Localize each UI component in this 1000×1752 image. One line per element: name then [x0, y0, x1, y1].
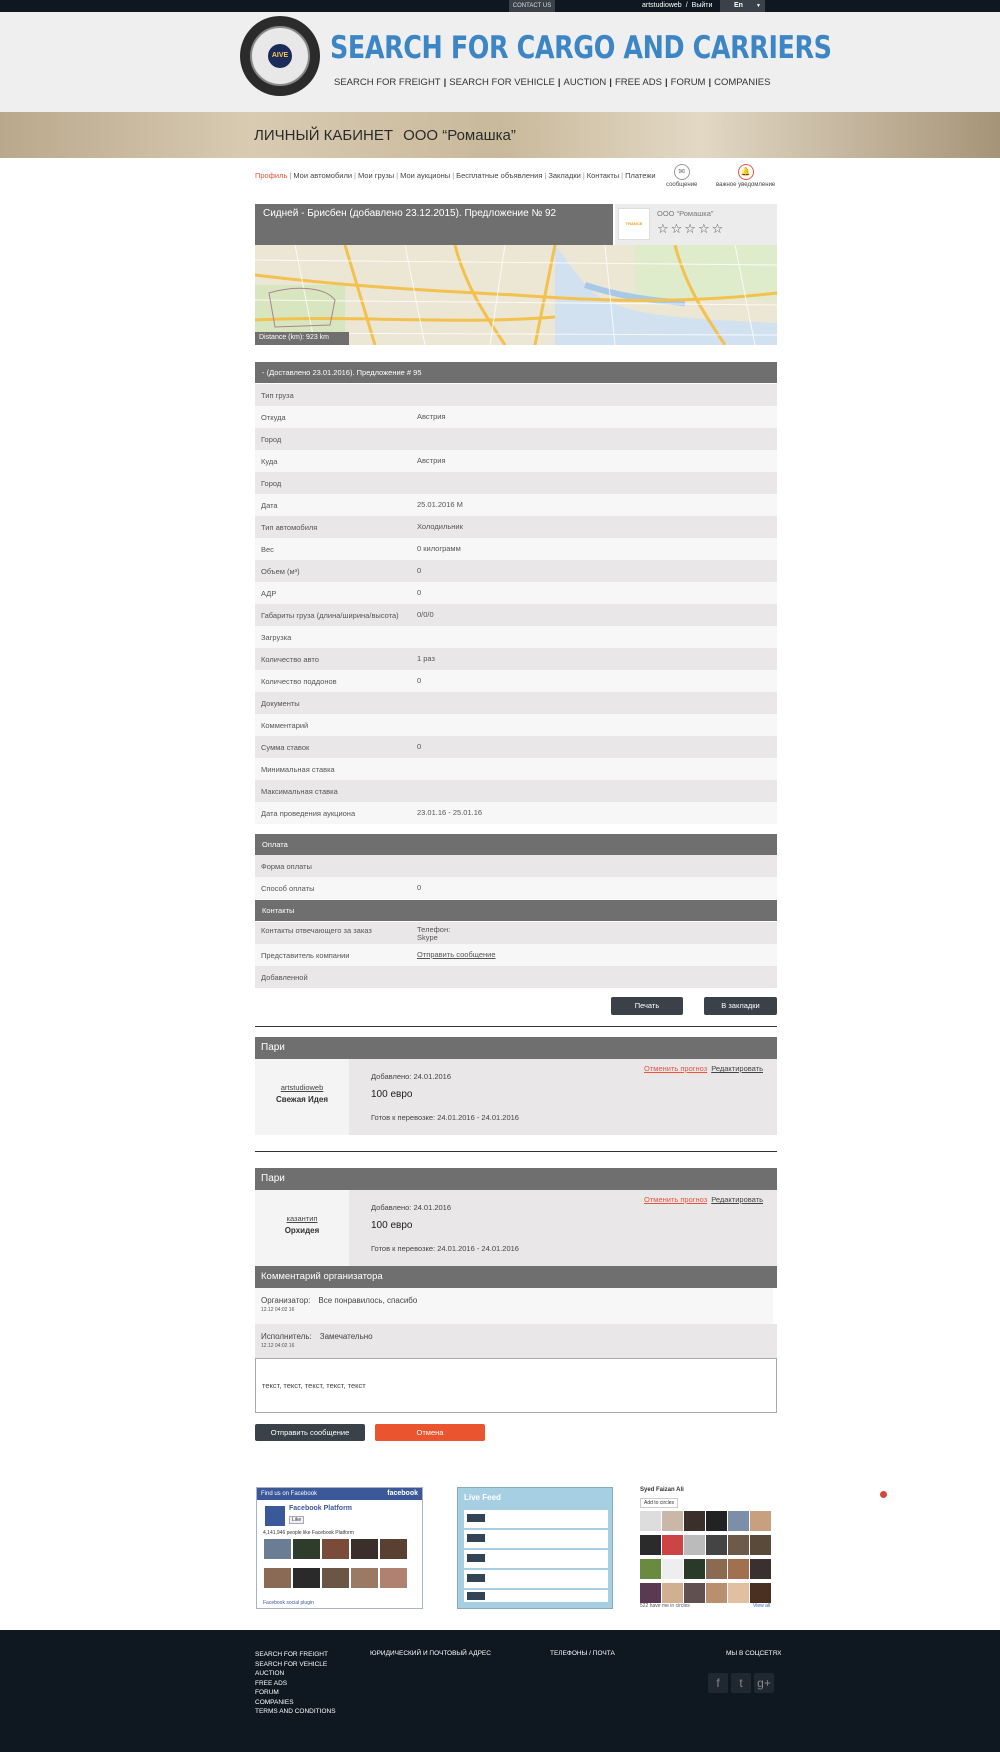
username-link[interactable]: artstudioweb [642, 2, 682, 9]
live-feed-item[interactable] [464, 1570, 608, 1588]
language-select[interactable] [720, 0, 765, 12]
facebook-plugin-label: Facebook social plugin [263, 1600, 314, 1606]
envelope-icon: ✉ [674, 164, 690, 180]
bet-title: Пари [255, 1037, 777, 1059]
contact-phone: Телефон: [417, 925, 451, 934]
row-label: Максимальная ставка [261, 787, 338, 796]
avatar[interactable] [684, 1559, 705, 1579]
bet-actions [644, 1195, 763, 1204]
row-label: Дата [261, 501, 278, 510]
site-footer [0, 1630, 1000, 1752]
executor-text: Замечательно [319, 1332, 373, 1341]
facebook-bar [257, 1488, 422, 1500]
company-title: ООО “Ромашка” [403, 127, 516, 144]
row-label: Количество поддонов [261, 677, 337, 686]
route-map[interactable] [255, 245, 777, 345]
avatar[interactable] [728, 1583, 749, 1603]
row-label: Документы [261, 699, 300, 708]
nav-separator: | [557, 77, 561, 88]
executor-label: Исполнитель: [261, 1332, 312, 1341]
chevron-down-icon: ▼ [756, 3, 761, 9]
offer-title: - (Доставлено 23.01.2016). Предложение # 95 [255, 362, 777, 383]
feed-item-icon [467, 1592, 485, 1600]
google-plus-icon [880, 1491, 887, 1498]
row-label: Город [261, 479, 282, 488]
contact-skype: Skype [417, 933, 438, 942]
tab-contacts[interactable]: Контакты [586, 171, 620, 180]
row-value: 0/0/0 [417, 610, 434, 619]
bet-title: Пари [255, 1168, 777, 1190]
avatar[interactable] [662, 1535, 683, 1555]
table-row [255, 538, 777, 560]
row-label: Комментарий [261, 721, 309, 730]
avatar[interactable] [706, 1535, 727, 1555]
bookmark-button[interactable]: В закладки [704, 997, 777, 1015]
avatar[interactable] [706, 1511, 727, 1531]
row-label: Минимальная ставка [261, 765, 335, 774]
row-label: Способ оплаты [261, 884, 315, 893]
footer-links [255, 1650, 336, 1717]
row-value: 0 [417, 742, 422, 751]
bet-user [255, 1059, 349, 1135]
divider [255, 1151, 777, 1152]
avatar[interactable] [706, 1583, 727, 1603]
table-row [255, 736, 777, 758]
table-row [255, 472, 777, 494]
table-row [255, 604, 777, 626]
live-feed-item[interactable] [464, 1590, 608, 1602]
bet-ready: Готов к перевозке: 24.01.2016 - 24.01.2016 [371, 1244, 519, 1253]
avatar[interactable] [728, 1535, 749, 1555]
footer-link[interactable]: SEARCH FOR VEHICLE [255, 1660, 328, 1668]
rating-stars[interactable]: ☆☆☆☆☆ [657, 221, 726, 236]
bet-price: 100 евро [371, 1089, 413, 1100]
table-row [255, 428, 777, 450]
cabinet-title: ЛИЧНЫЙ КАБИНЕТ [254, 127, 394, 144]
row-value: Холодильник [417, 522, 463, 531]
row-label: Загрузка [261, 633, 292, 642]
avatar[interactable] [351, 1568, 378, 1588]
bet-price: 100 евро [371, 1220, 413, 1231]
carrier-card [615, 204, 777, 245]
avatar[interactable] [684, 1511, 705, 1531]
table-row [255, 944, 777, 966]
row-value: Австрия [417, 456, 446, 465]
table-row [255, 855, 777, 877]
facebook-like-button[interactable]: Like [289, 1516, 304, 1524]
row-value: 23.01.16 - 25.01.16 [417, 808, 483, 817]
row-value: 25.01.2016 М [417, 500, 463, 509]
row-value: 0 [417, 566, 422, 575]
row-label: Куда [261, 457, 278, 466]
message-label: сообщение [666, 182, 698, 188]
table-row [255, 384, 777, 406]
nav-search-vehicle[interactable]: SEARCH FOR VEHICLE [449, 77, 555, 88]
table-row [255, 670, 777, 692]
bet-company: Свежая Идея [276, 1095, 328, 1104]
logo-core: AIVE [268, 44, 292, 68]
gplus-count-text: 522 have me in circles [640, 1603, 690, 1609]
table-row [255, 494, 777, 516]
table-row [255, 758, 777, 780]
google-plus-widget [640, 1487, 772, 1609]
nav-forum[interactable]: FORUM [670, 77, 706, 88]
avatar[interactable] [322, 1539, 349, 1559]
carrier-logo: TRANCE [618, 208, 650, 240]
row-label: Откуда [261, 413, 286, 422]
nav-companies[interactable]: COMPANIES [714, 77, 771, 88]
row-label: Тип автомобиля [261, 523, 318, 532]
contacts-title: Контакты [255, 900, 777, 921]
row-value: 0 килограмм [417, 544, 461, 553]
avatar[interactable] [640, 1559, 661, 1579]
row-label: Тип груза [261, 391, 294, 400]
tab-profile[interactable]: Профиль [255, 171, 288, 180]
avatar[interactable] [662, 1511, 683, 1531]
avatar[interactable] [351, 1539, 378, 1559]
row-value: 1 раз [417, 654, 435, 663]
live-feed-widget [457, 1487, 613, 1609]
bet-user [255, 1190, 349, 1266]
avatar[interactable] [728, 1511, 749, 1531]
footer-link[interactable]: AUCTION [255, 1670, 285, 1677]
table-row [255, 626, 777, 648]
edit-bet-link[interactable]: Редактировать [711, 1195, 763, 1204]
gplus-count [640, 1603, 771, 1609]
row-label: Представитель компании [261, 951, 350, 960]
avatar[interactable] [640, 1535, 661, 1555]
logout-link[interactable]: Выйти [691, 2, 713, 9]
row-label: Форма оплаты [261, 862, 312, 871]
bell-icon: 🔔 [738, 164, 754, 180]
organizer-text: Все понравилось, спасибо [318, 1296, 418, 1305]
feed-item-icon [467, 1574, 485, 1582]
comments-title: Комментарий организатора [255, 1266, 777, 1288]
language-code: En [734, 2, 743, 9]
table-row [255, 692, 777, 714]
bet-username-link[interactable]: artstudioweb [280, 1083, 324, 1092]
organizer-timestamp: 12.12 04:02 16 [261, 1307, 295, 1313]
nav-free-ads[interactable]: FREE ADS [614, 77, 662, 88]
bet-added: Добавлено: 24.01.2016 [371, 1072, 452, 1081]
avatar[interactable] [750, 1511, 771, 1531]
row-label: Добавленной [261, 973, 308, 982]
bet-card [255, 1190, 777, 1266]
carrier-name[interactable]: ООО “Ромашка” [657, 209, 714, 218]
bet-card [255, 1059, 777, 1135]
row-value: Австрия [417, 412, 446, 421]
payment-details [255, 855, 777, 899]
cancel-bet-link[interactable]: Отменить прогноз [644, 1195, 708, 1204]
tab-my-cargo[interactable]: Мои грузы [357, 171, 395, 180]
facebook-faces [263, 1538, 419, 1596]
row-label: Вес [261, 545, 274, 554]
alert-button[interactable] [716, 164, 775, 188]
avatar[interactable] [750, 1559, 771, 1579]
footer-address-heading: ЮРИДИЧЕСКИЙ И ПОЧТОВЫЙ АДРЕС [370, 1650, 491, 1657]
print-button[interactable]: Печать [611, 997, 683, 1015]
row-label: Объем (м³) [261, 567, 300, 576]
footer-link[interactable]: FORUM [255, 1689, 279, 1696]
avatar[interactable] [380, 1539, 407, 1559]
cancel-bet-link[interactable]: Отменить прогноз [644, 1064, 708, 1073]
alert-label: важное уведомление [716, 182, 776, 188]
nav-separator: | [708, 77, 712, 88]
footer-link[interactable]: FREE ADS [255, 1679, 288, 1687]
row-label: Количество авто [261, 655, 319, 664]
live-feed-item[interactable] [464, 1550, 608, 1568]
avatar[interactable] [750, 1583, 771, 1603]
avatar[interactable] [264, 1568, 291, 1588]
table-row [255, 406, 777, 428]
avatar[interactable] [293, 1568, 320, 1588]
distance-label: Distance (km): 923 km [255, 332, 349, 345]
facebook-icon[interactable]: f [708, 1673, 728, 1693]
avatar[interactable] [728, 1559, 749, 1579]
user-divider: / [685, 2, 688, 9]
live-feed-item[interactable] [464, 1530, 608, 1548]
user-links [640, 0, 714, 12]
bet-actions [644, 1064, 763, 1073]
gplus-faces [640, 1510, 772, 1606]
facebook-widget [256, 1487, 423, 1609]
bet-ready: Готов к перевозке: 24.01.2016 - 24.01.2016 [371, 1113, 519, 1122]
footer-link[interactable]: TERMS AND CONDITIONS [255, 1708, 336, 1715]
site-title: SEARCH FOR CARGO AND CARRIERS [330, 30, 832, 66]
avatar[interactable] [640, 1511, 661, 1531]
feed-item-icon [467, 1534, 485, 1542]
comment-textarea[interactable]: текст, текст, текст, текст, текст [255, 1358, 777, 1413]
view-all-link[interactable]: View all [753, 1603, 771, 1609]
row-value: 0 [417, 588, 422, 597]
row-label: Контакты отвечающего за заказ [261, 926, 372, 935]
facebook-bar-label: Find us on Facebook [261, 1491, 318, 1497]
organizer-comment [255, 1288, 773, 1324]
tab-free-ads[interactable]: Бесплатные объявления [456, 171, 543, 180]
facebook-like-count: 4,141,946 people like Facebook Platform [263, 1530, 354, 1536]
nav-separator: | [609, 77, 612, 88]
avatar[interactable] [640, 1583, 661, 1603]
offer-details [255, 384, 777, 824]
avatar[interactable] [662, 1559, 683, 1579]
tab-my-auctions[interactable]: Мои аукционы [400, 171, 451, 180]
payment-title: Оплата [255, 834, 777, 855]
nav-separator: | [664, 77, 668, 88]
avatar[interactable] [684, 1583, 705, 1603]
cabinet-nav: Профиль | Мои автомобили | Мои грузы | Мои аукционы | Бесплатные объявления | Закладки | Контакты | Платежи [255, 171, 656, 180]
gplus-name[interactable] [640, 1487, 684, 1493]
avatar[interactable] [684, 1535, 705, 1555]
avatar[interactable] [706, 1559, 727, 1579]
send-message-link[interactable]: Отправить сообщение [417, 950, 496, 959]
contacts-details [255, 922, 777, 988]
add-to-circles-button[interactable]: Add to circles [640, 1498, 678, 1508]
page-title [254, 127, 516, 144]
map-image [255, 245, 777, 345]
avatar[interactable] [293, 1539, 320, 1559]
facebook-page-title[interactable]: Facebook Platform [289, 1505, 353, 1512]
avatar[interactable] [380, 1568, 407, 1588]
google-plus-icon[interactable]: g+ [754, 1673, 774, 1693]
bet-company: Орхидея [284, 1226, 320, 1235]
footer-link[interactable]: COMPANIES [255, 1698, 294, 1706]
feed-item-icon [467, 1554, 485, 1562]
footer-social-heading: МЫ В СОЦСЕТЯХ [726, 1650, 782, 1657]
nav-auction[interactable]: AUCTION [563, 77, 607, 88]
avatar[interactable] [322, 1568, 349, 1588]
table-row [255, 780, 777, 802]
twitter-icon[interactable]: t [731, 1673, 751, 1693]
table-row [255, 450, 777, 472]
table-row [255, 714, 777, 736]
send-message-button[interactable]: Отправить сообщение [255, 1424, 365, 1441]
nav-search-freight[interactable]: SEARCH FOR FREIGHT [334, 77, 441, 88]
message-button[interactable] [666, 164, 697, 188]
row-label: Сумма ставок [261, 743, 310, 752]
row-label: АДР [261, 589, 277, 598]
route-title: Сидней - Брисбен (добавлено 23.12.2015). Предложение № 92 [255, 204, 613, 245]
site-header [0, 12, 1000, 112]
nav-separator: | [443, 77, 447, 88]
avatar[interactable] [264, 1539, 291, 1559]
table-row [255, 802, 777, 824]
table-row [255, 922, 777, 944]
site-logo[interactable] [240, 16, 320, 96]
avatar[interactable] [750, 1535, 771, 1555]
footer-link[interactable]: SEARCH FOR FREIGHT [255, 1651, 328, 1658]
top-bar [0, 0, 1000, 12]
tab-bookmarks[interactable]: Закладки [548, 171, 581, 180]
cancel-button[interactable]: Отмена [375, 1424, 485, 1441]
executor-comment [255, 1324, 777, 1360]
table-row [255, 516, 777, 538]
table-row [255, 582, 777, 604]
gplus-name-text: Syed Faizan Ali [640, 1487, 684, 1493]
row-label: Дата проведения аукциона [261, 809, 356, 818]
table-row [255, 560, 777, 582]
bet-added: Добавлено: 24.01.2016 [371, 1203, 452, 1212]
table-row [255, 966, 777, 988]
row-label: Город [261, 435, 282, 444]
tab-my-vehicles[interactable]: Мои автомобили [293, 171, 353, 180]
contact-us-link[interactable]: CONTACT US [509, 0, 555, 12]
feed-item-icon [467, 1514, 485, 1522]
table-row [255, 877, 777, 899]
avatar[interactable] [662, 1583, 683, 1603]
executor-timestamp: 12.12 04:02 16 [261, 1343, 295, 1349]
row-label: Габариты груза (длина/ширина/высота) [261, 611, 399, 620]
row-value: 0 [417, 676, 422, 685]
row-value: 0 [417, 883, 422, 892]
table-row [255, 648, 777, 670]
tab-payments[interactable]: Платежи [625, 171, 656, 180]
facebook-page-avatar[interactable] [265, 1506, 285, 1526]
facebook-logo: facebook [387, 1490, 418, 1497]
bet-username-link[interactable]: казантип [286, 1214, 318, 1223]
live-feed-item[interactable] [464, 1510, 608, 1528]
footer-phones-heading: ТЕЛЕФОНЫ / ПОЧТА [550, 1650, 615, 1657]
main-nav [334, 77, 770, 88]
live-feed-title: Live Feed [464, 1493, 501, 1502]
cabinet-banner [0, 112, 1000, 158]
organizer-label: Организатор: [261, 1296, 311, 1305]
divider [255, 1026, 777, 1027]
edit-bet-link[interactable]: Редактировать [711, 1064, 763, 1073]
